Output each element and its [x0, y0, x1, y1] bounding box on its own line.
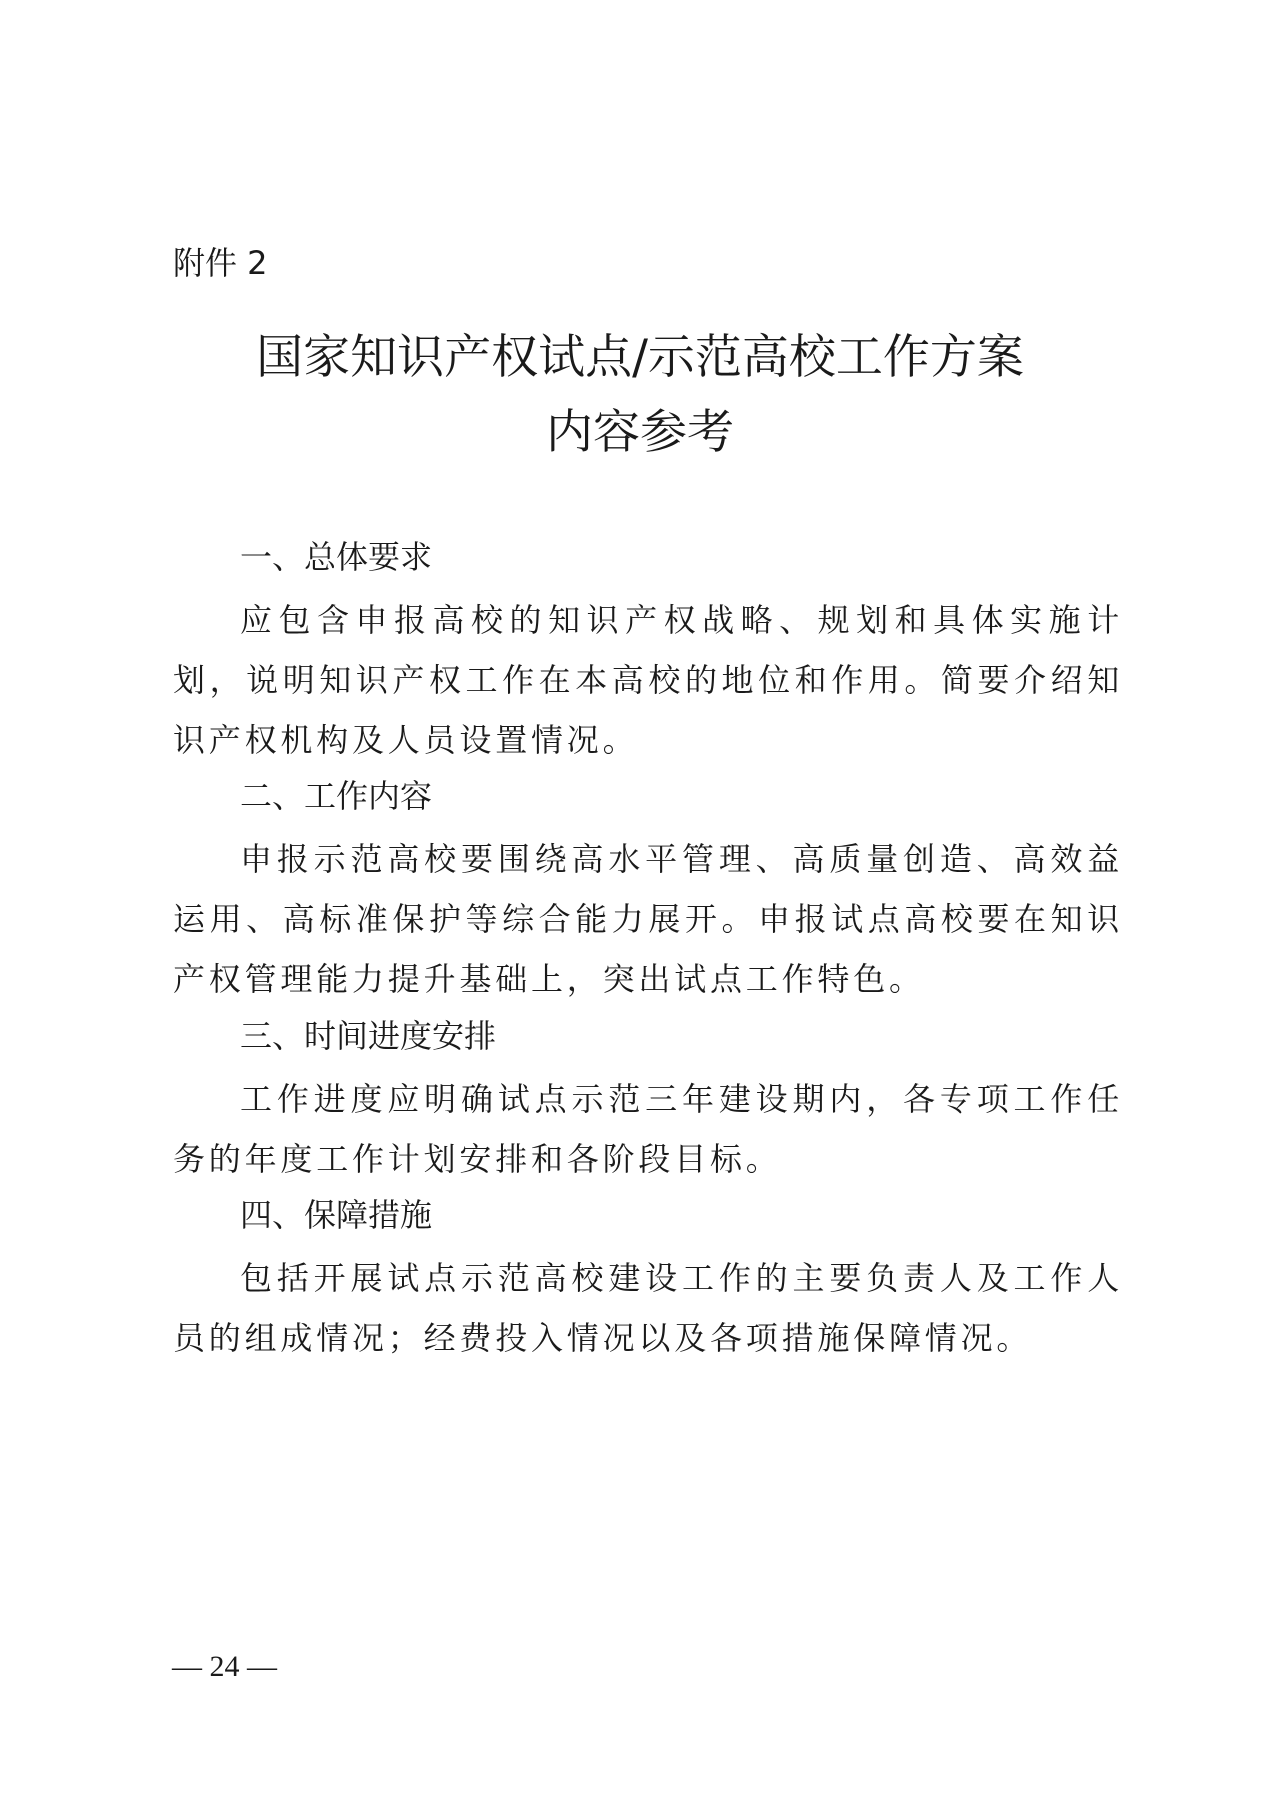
section-body-general-requirements: 应包含申报高校的知识产权战略、规划和具体实施计划，说明知识产权工作在本高校的地位和作用。简要介绍知识产权机构及人员设置情况。: [173, 601, 1123, 759]
section-heading-schedule: 三、时间进度安排: [240, 1017, 497, 1055]
section-heading-safeguards: 四、保障措施: [240, 1196, 433, 1234]
section-body-schedule: 工作进度应明确试点示范三年建设期内，各专项工作任务的年度工作计划安排和各阶段目标。: [173, 1080, 1123, 1178]
section-heading-general-requirements: 一、总体要求: [240, 538, 433, 576]
document-title-line-2: 内容参考: [546, 405, 734, 460]
section-body-safeguards: 包括开展试点示范高校建设工作的主要负责人及工作人员的组成情况；经费投入情况以及各项措施保障情况。: [173, 1259, 1123, 1357]
section-body-work-content: 申报示范高校要围绕高水平管理、高质量创造、高效益运用、高标准保护等综合能力展开。申报试点高校要在知识产权管理能力提升基础上，突出试点工作特色。: [173, 840, 1123, 998]
section-heading-work-content: 二、工作内容: [240, 777, 433, 815]
document-title-line-1: 国家知识产权试点/示范高校工作方案: [256, 330, 1024, 385]
attachment-label: 附件 2: [173, 244, 268, 282]
page-number: — 24 —: [172, 1650, 277, 1683]
